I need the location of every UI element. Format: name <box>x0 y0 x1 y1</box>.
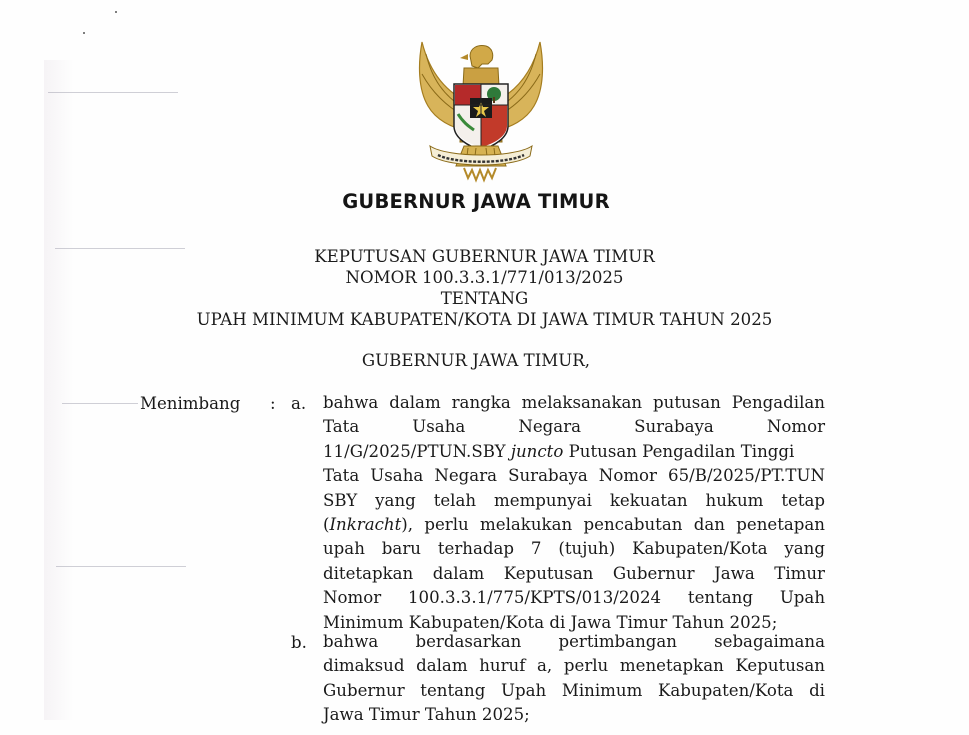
paragraph-text: Putusan Pengadilan Tinggi <box>568 441 795 461</box>
paragraph-line: SBY yang telah mempunyai kekuatan hukum tetap <box>323 490 825 510</box>
inkracht-italic: Inkracht <box>329 515 402 535</box>
paragraph-line: Nomor 100.3.3.1/775/KPTS/013/2024 tentang Upah <box>323 588 825 608</box>
considerations-colon: : <box>270 394 276 413</box>
paragraph-line: bahwa berdasarkan pertimbangan sebagaimana <box>323 632 825 651</box>
paragraph-text: ), perlu melakukan pencabutan dan penetapan <box>401 515 825 535</box>
paragraph-line: Minimum Kabupaten/Kota di Jawa Timur Tahun 2025; <box>323 612 778 632</box>
decree-title-line: KEPUTUSAN GUBERNUR JAWA TIMUR <box>314 247 655 266</box>
paragraph-word: Nomor <box>766 417 825 437</box>
decree-number: NOMOR 100.3.3.1/771/013/2025 <box>345 268 624 287</box>
juncto-italic: juncto <box>510 441 564 461</box>
paragraph-line <box>323 415 825 439</box>
paragraph-line: ditetapkan dalam Keputusan Gubernur Jawa Timur <box>323 563 825 583</box>
paragraph-line: Gubernur tentang Upah Minimum Kabupaten/Kota di <box>323 680 825 700</box>
paragraph-line: dimaksud dalam huruf a, perlu menetapkan Keputusan <box>323 656 825 676</box>
item-marker-b: b. <box>291 633 307 652</box>
case-number: 11/G/2025/PTUN.SBY <box>323 441 506 461</box>
decree-subject: UPAH MINIMUM KABUPATEN/KOTA DI JAWA TIMUR TAHUN 2025 <box>196 310 773 329</box>
paragraph-line: upah baru terhadap 7 (tujuh) Kabupaten/Kota yang <box>323 539 825 559</box>
paragraph-line <box>323 513 825 537</box>
decree-title <box>0 246 969 330</box>
letterhead-heading: GUBERNUR JAWA TIMUR <box>342 190 610 213</box>
scan-artifact-line <box>56 566 186 567</box>
decree-title-line: TENTANG <box>440 289 529 308</box>
paragraph-line <box>323 440 825 464</box>
scan-speck <box>115 11 117 13</box>
scan-artifact-line <box>48 92 178 93</box>
consideration-item-a <box>323 391 825 635</box>
consideration-item-b <box>323 630 825 728</box>
scan-artifact-line <box>62 403 138 404</box>
scan-edge-shadow <box>44 60 74 720</box>
paragraph-line: Jawa Timur Tahun 2025; <box>323 705 530 725</box>
considerations-label: Menimbang <box>140 394 241 413</box>
paragraph-word: Tata <box>323 417 360 437</box>
paragraph-line: bahwa dalam rangka melaksanakan putusan Pengadilan <box>323 393 825 412</box>
scan-speck <box>83 32 85 34</box>
item-marker-a: a. <box>291 394 307 413</box>
paragraph-line: Tata Usaha Negara Surabaya Nomor 65/B/2025/PT.TUN <box>323 466 825 486</box>
paragraph-word: Usaha <box>412 417 466 437</box>
paragraph-word: Surabaya <box>634 417 714 437</box>
garuda-emblem-icon <box>408 34 554 184</box>
salutation: GUBERNUR JAWA TIMUR, <box>361 351 591 370</box>
paragraph-line-spaced <box>323 415 825 439</box>
paragraph-word: Negara <box>518 417 582 437</box>
paragraph-text: ( <box>323 515 330 535</box>
